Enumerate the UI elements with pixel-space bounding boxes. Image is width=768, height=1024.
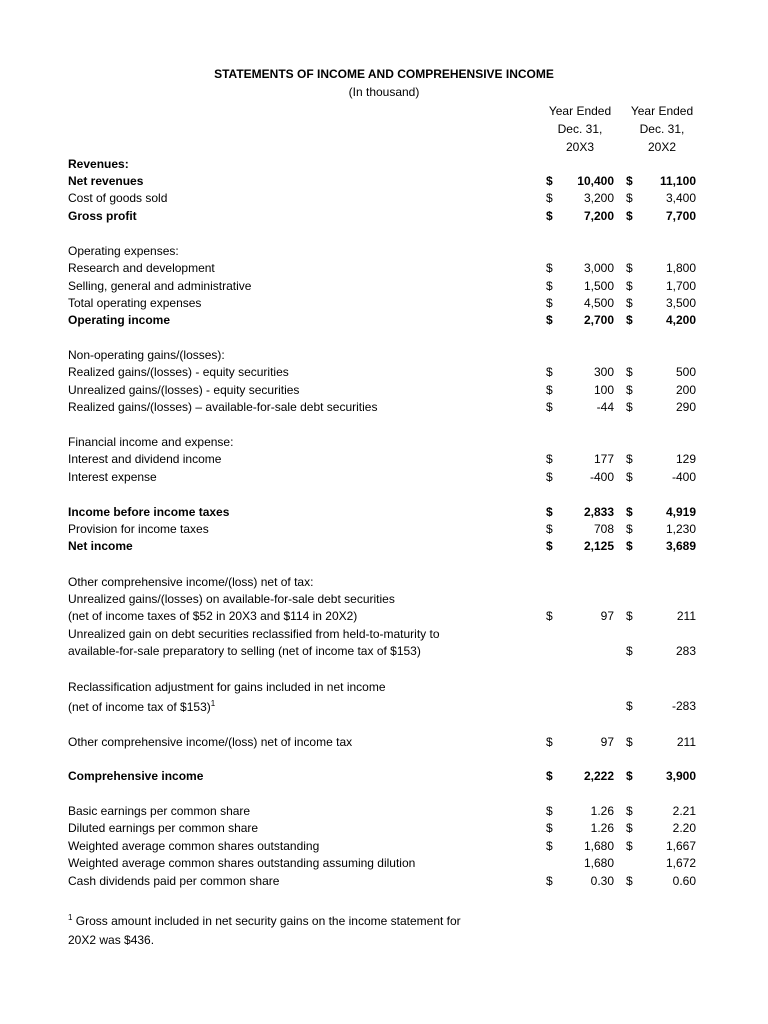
table-row [0, 839, 768, 856]
table-row [0, 680, 768, 697]
value-20x2: 11,100 [659, 174, 696, 188]
currency-sign-20x3: $ [546, 296, 553, 310]
value-20x3: -400 [589, 470, 614, 484]
value-20x3: 1,500 [583, 279, 614, 293]
row-label: Basic earnings per common share [68, 804, 251, 818]
value-20x3: 2,125 [583, 539, 614, 553]
currency-sign-20x2: $ [626, 400, 633, 414]
table-row [0, 539, 768, 556]
table-row [0, 735, 768, 752]
table-row [0, 874, 768, 891]
value-20x2: 2.20 [672, 821, 696, 835]
table-row [0, 452, 768, 469]
footnote-reference: 1 [210, 699, 216, 708]
currency-sign-20x2: $ [626, 539, 633, 553]
currency-sign-20x2: $ [626, 505, 633, 519]
column-header-line: 20X3 [565, 140, 595, 154]
column-header-line: Year Ended [630, 104, 694, 118]
row-label: Unrealized gains/(losses) - equity securities [68, 383, 300, 397]
currency-sign-20x2: $ [626, 699, 633, 713]
footnote-line: 20X2 was $436. [68, 933, 155, 947]
value-20x2: 1,700 [665, 279, 696, 293]
table-row [0, 804, 768, 821]
row-label: Realized gains/(losses) - equity securities [68, 365, 289, 379]
table-row [0, 244, 768, 261]
currency-sign-20x3: $ [546, 191, 553, 205]
value-20x3: 2,833 [583, 505, 614, 519]
table-row [0, 174, 768, 191]
value-20x2: 0.60 [672, 874, 696, 888]
footnote [68, 908, 528, 950]
row-label: Interest expense [68, 470, 157, 484]
table-row [0, 435, 768, 452]
value-20x2: 3,900 [665, 769, 696, 783]
value-20x2: 1,800 [665, 261, 696, 275]
table-row [0, 575, 768, 592]
row-label: (net of income tax of $153)$^1$ [68, 699, 216, 714]
currency-sign-20x2: $ [626, 839, 633, 853]
row-label: Unrealized gain on debt securities reclassified from held-to-maturity to [68, 627, 440, 641]
row-label: Income before income taxes [68, 505, 230, 519]
value-20x2: 7,700 [665, 209, 696, 223]
row-label: Reclassification adjustment for gains included in net income [68, 680, 386, 694]
row-label: Net revenues [68, 174, 144, 188]
currency-sign-20x2: $ [626, 804, 633, 818]
value-20x2: 4,919 [665, 505, 696, 519]
table-row [0, 522, 768, 539]
row-label: (net of income taxes of $52 in 20X3 and $114 in 20X2) [68, 609, 358, 623]
currency-sign-20x2: $ [626, 769, 633, 783]
value-20x3: 2,700 [583, 313, 614, 327]
column-header-20x3 [540, 102, 620, 156]
row-label: available-for-sale preparatory to selling (net of income tax of $153) [68, 644, 421, 658]
row-label: Unrealized gains/(losses) on available-for-sale debt securities [68, 592, 395, 606]
value-20x2: 1,672 [665, 856, 696, 870]
column-header-line: Dec. 31, [557, 122, 603, 136]
row-label: Weighted average common shares outstanding [68, 839, 320, 853]
table-row [0, 191, 768, 208]
row-label: Provision for income taxes [68, 522, 209, 536]
currency-sign-20x3: $ [546, 400, 553, 414]
table-row [0, 856, 768, 873]
currency-sign-20x3: $ [546, 609, 553, 623]
value-20x3: 97 [600, 735, 614, 749]
table-row [0, 627, 768, 644]
currency-sign-20x2: $ [626, 383, 633, 397]
currency-sign-20x3: $ [546, 279, 553, 293]
value-20x2: -283 [671, 699, 696, 713]
currency-sign-20x2: $ [626, 365, 633, 379]
column-header-line: 20X2 [647, 140, 677, 154]
table-row [0, 279, 768, 296]
currency-sign-20x2: $ [626, 644, 633, 658]
value-20x2: 211 [676, 735, 696, 749]
currency-sign-20x3: $ [546, 839, 553, 853]
footnote-marker: 1 [68, 913, 73, 922]
value-20x2: 283 [675, 644, 696, 658]
currency-sign-20x2: $ [626, 174, 633, 188]
currency-sign-20x3: $ [546, 539, 553, 553]
currency-sign-20x2: $ [626, 452, 633, 466]
currency-sign-20x2: $ [626, 470, 633, 484]
currency-sign-20x2: $ [626, 296, 633, 310]
value-20x3: 3,000 [583, 261, 614, 275]
value-20x2: 1,667 [665, 839, 696, 853]
currency-sign-20x3: $ [546, 470, 553, 484]
row-label: Diluted earnings per common share [68, 821, 259, 835]
table-row [0, 348, 768, 365]
value-20x3: 7,200 [583, 209, 614, 223]
row-label: Total operating expenses [68, 296, 202, 310]
table-row [0, 644, 768, 661]
column-header-line: Dec. 31, [639, 122, 685, 136]
value-20x2: 500 [675, 365, 696, 379]
currency-sign-20x3: $ [546, 261, 553, 275]
table-row [0, 157, 768, 174]
statement-title: STATEMENTS OF INCOME AND COMPREHENSIVE INCOME [214, 67, 554, 81]
row-label: Other comprehensive income/(loss) net of tax: [68, 575, 314, 589]
row-label: Comprehensive income [68, 769, 204, 783]
value-20x2: 4,200 [665, 313, 696, 327]
row-label: Cost of goods sold [68, 191, 168, 205]
value-20x3: 4,500 [583, 296, 614, 310]
value-20x3: 97 [600, 609, 614, 623]
currency-sign-20x2: $ [626, 209, 633, 223]
row-label: Financial income and expense: [68, 435, 234, 449]
statement-subtitle: (In thousand) [348, 85, 420, 99]
currency-sign-20x2: $ [626, 821, 633, 835]
value-20x3: 1.26 [590, 804, 614, 818]
value-20x3: 0.30 [590, 874, 614, 888]
value-20x2: 1,230 [665, 522, 696, 536]
currency-sign-20x2: $ [626, 191, 633, 205]
row-label: Interest and dividend income [68, 452, 222, 466]
row-label: Net income [68, 539, 133, 553]
value-20x2: -400 [671, 470, 696, 484]
row-label: Gross profit [68, 209, 137, 223]
value-20x2: 211 [676, 609, 696, 623]
row-label: Weighted average common shares outstanding assuming dilution [68, 856, 416, 870]
value-20x3: 177 [593, 452, 614, 466]
value-20x3: 10,400 [577, 174, 614, 188]
value-20x2: 3,689 [665, 539, 696, 553]
currency-sign-20x3: $ [546, 874, 553, 888]
currency-sign-20x3: $ [546, 522, 553, 536]
row-label: Operating expenses: [68, 244, 179, 258]
table-row [0, 313, 768, 330]
value-20x3: 2,222 [583, 769, 614, 783]
value-20x2: 290 [675, 400, 696, 414]
currency-sign-20x2: $ [626, 313, 633, 327]
row-label: Research and development [68, 261, 215, 275]
table-row [0, 383, 768, 400]
footnote-text: Gross amount included in net security gains on the income statement for [75, 914, 461, 928]
currency-sign-20x2: $ [626, 261, 633, 275]
currency-sign-20x3: $ [546, 735, 553, 749]
currency-sign-20x3: $ [546, 804, 553, 818]
row-label: Non-operating gains/(losses): [68, 348, 225, 362]
table-row [0, 505, 768, 522]
value-20x3: -44 [596, 400, 614, 414]
currency-sign-20x3: $ [546, 365, 553, 379]
table-row [0, 699, 768, 716]
currency-sign-20x3: $ [546, 505, 553, 519]
table-row [0, 209, 768, 226]
value-20x2: 3,500 [665, 296, 696, 310]
row-label: Operating income [68, 313, 171, 327]
row-label: Cash dividends paid per common share [68, 874, 280, 888]
value-20x2: 3,400 [665, 191, 696, 205]
footnote-line [68, 908, 528, 931]
table-row [0, 769, 768, 786]
currency-sign-20x3: $ [546, 209, 553, 223]
table-row [0, 365, 768, 382]
currency-sign-20x2: $ [626, 874, 633, 888]
currency-sign-20x2: $ [626, 522, 633, 536]
value-20x3: 300 [593, 365, 614, 379]
column-header-20x2 [622, 102, 702, 156]
currency-sign-20x2: $ [626, 279, 633, 293]
currency-sign-20x3: $ [546, 821, 553, 835]
column-header-line: Year Ended [548, 104, 612, 118]
table-row [0, 400, 768, 417]
row-label: Selling, general and administrative [68, 279, 252, 293]
table-row [0, 821, 768, 838]
table-row [0, 296, 768, 313]
currency-sign-20x3: $ [546, 174, 553, 188]
value-20x2: 2.21 [672, 804, 696, 818]
table-row [0, 592, 768, 609]
table-row [0, 261, 768, 278]
currency-sign-20x3: $ [546, 383, 553, 397]
value-20x3: 708 [593, 522, 614, 536]
row-label: Other comprehensive income/(loss) net of income tax [68, 735, 353, 749]
row-label: Realized gains/(losses) – available-for-sale debt securities [68, 400, 378, 414]
currency-sign-20x2: $ [626, 609, 633, 623]
value-20x2: 129 [675, 452, 696, 466]
currency-sign-20x3: $ [546, 313, 553, 327]
currency-sign-20x2: $ [626, 735, 633, 749]
value-20x3: 100 [593, 383, 614, 397]
currency-sign-20x3: $ [546, 769, 553, 783]
table-row [0, 609, 768, 626]
value-20x2: 200 [675, 383, 696, 397]
value-20x3: 1,680 [583, 856, 614, 870]
value-20x3: 1.26 [590, 821, 614, 835]
table-row [0, 470, 768, 487]
value-20x3: 3,200 [583, 191, 614, 205]
value-20x3: 1,680 [583, 839, 614, 853]
row-label: Revenues: [68, 157, 129, 171]
currency-sign-20x3: $ [546, 452, 553, 466]
